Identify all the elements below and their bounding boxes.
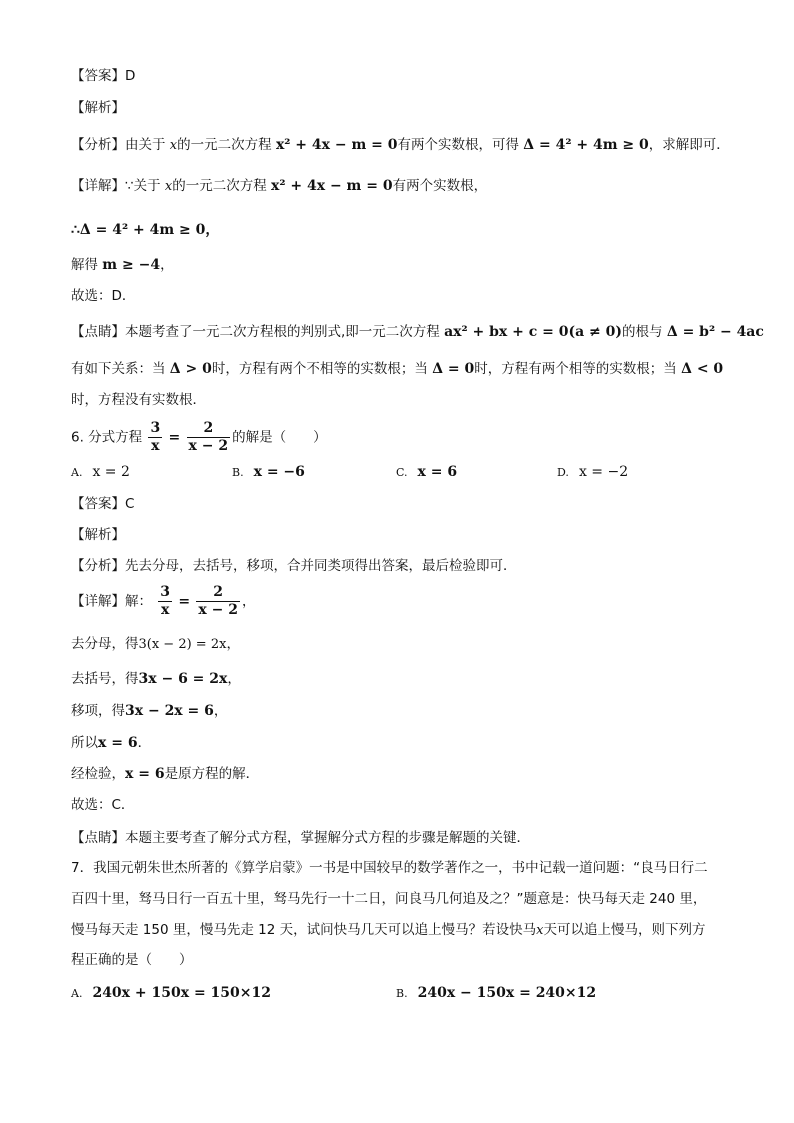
text: 由关于 — [125, 137, 166, 153]
math-delta: Δ = 4² + 4m ≥ 0 — [523, 137, 649, 153]
math-equation: Δ = 0 — [432, 361, 475, 377]
text: ， — [226, 636, 240, 652]
q6-option-a[interactable] — [71, 462, 130, 483]
q6-analysis-tag: 【解析】 — [71, 527, 125, 543]
option-label: B. — [396, 987, 408, 1000]
text: 慢马每天走 150 里，慢马先走 12 天，试问快马几天可以追上慢马？若设快马 — [71, 922, 537, 938]
q5-answer-line — [71, 66, 135, 86]
q6-stem — [71, 420, 327, 455]
text: 去分母，得 — [71, 636, 139, 652]
fraction — [196, 584, 240, 619]
text: ． — [137, 735, 152, 751]
q5-choose: 故选：D． — [71, 288, 136, 304]
text: ∵关于 — [125, 178, 161, 194]
text: 所以 — [71, 735, 98, 751]
text: 的一元二次方程 — [172, 178, 267, 194]
text: 有如下关系：当 — [71, 361, 166, 377]
option-value: x = −6 — [253, 464, 305, 480]
text: ， — [227, 671, 241, 687]
text: 移项，得 — [71, 703, 125, 719]
text: ，求解即可． — [648, 137, 730, 153]
math-equation: x² + 4x − m = 0 — [275, 137, 398, 153]
answer-tag: 【答案】 — [71, 496, 125, 512]
xiangjie-tag: 【详解】 — [71, 178, 125, 194]
fenxi-tag: 【分析】 — [71, 137, 125, 153]
answer-value: D — [125, 68, 136, 84]
math-result: m ≥ −4 — [102, 257, 161, 273]
q7-option-a[interactable] — [71, 983, 271, 1004]
q6-step5 — [71, 764, 259, 784]
text: 本题主要考查了解分式方程，掌握解分式方程的步骤是解题的关键． — [125, 830, 530, 846]
text: 的根与 — [622, 324, 663, 340]
fenxi-tag: 【分析】 — [71, 558, 125, 574]
q6-option-d[interactable] — [557, 462, 628, 483]
q7-stem-line1: 7．我国元朝朱世杰所著的《算学启蒙》一书是中国较早的数学著作之一，书中记载一道问题：“良马日行二 — [71, 860, 708, 876]
text: 去括号，得 — [71, 671, 139, 687]
q6-xiangjie-line — [71, 584, 255, 619]
q7-stem-line2: 百四十里，驽马日行一百五十里，驽马先行一十二日，问良马几何追及之？”题意是：快马每天走 240 里， — [71, 891, 707, 907]
text: ， — [160, 257, 174, 273]
q5-analysis-tag: 【解析】 — [71, 100, 125, 116]
text: 经检验， — [71, 766, 125, 782]
q6-dianjing-line — [71, 828, 530, 848]
option-value: x = 2 — [92, 464, 130, 480]
q7-stem-line3 — [71, 920, 705, 941]
math-equation: x = 6 — [125, 766, 165, 782]
q6-answer-line — [71, 494, 134, 514]
option-value: 240x + 150x = 150×12 — [92, 985, 271, 1001]
denominator: x — [160, 602, 170, 618]
option-label: C. — [396, 466, 408, 479]
text: 时，方程有两个相等的实数根；当 — [474, 361, 677, 377]
math-discriminant: Δ = b² − 4ac — [666, 324, 764, 340]
text: 有两个实数根，可得 — [397, 137, 519, 153]
numerator: 3 — [160, 584, 171, 600]
q6-step2 — [71, 669, 241, 689]
option-label: B. — [232, 466, 244, 479]
q6-step1 — [71, 634, 240, 655]
dianjing-tag: 【点睛】 — [71, 324, 125, 340]
equals-sign: = — [178, 593, 191, 610]
option-label: A. — [71, 466, 83, 479]
option-value: x = 6 — [417, 464, 458, 480]
option-value: x = −2 — [578, 464, 629, 480]
q5-step-solve — [71, 255, 174, 275]
q5-dianjing-line1 — [71, 322, 764, 342]
math-var: x — [164, 179, 173, 194]
q6-fenxi-line — [71, 556, 517, 576]
text: 的一元二次方程 — [177, 137, 272, 153]
numerator: 3 — [150, 420, 161, 436]
text: ， — [241, 593, 256, 610]
q6-step4 — [71, 733, 151, 753]
text: 天可以追上慢马，则下列方 — [543, 922, 706, 938]
equals-sign: = — [168, 429, 181, 446]
q6-step3 — [71, 701, 227, 721]
numerator: 2 — [187, 420, 231, 438]
text: 有两个实数根， — [392, 178, 488, 194]
option-label: D. — [557, 466, 569, 479]
denominator: x — [151, 438, 160, 454]
denominator: x − 2 — [198, 602, 238, 618]
denominator: x − 2 — [188, 438, 229, 454]
math-equation: 3(x − 2) = 2x — [138, 637, 227, 652]
math-inequality: Δ > 0 — [169, 361, 212, 377]
text: 解： — [125, 593, 152, 610]
text: 是原方程的解． — [164, 766, 260, 782]
fraction — [158, 584, 172, 619]
option-label: A. — [71, 987, 83, 1000]
text: 时，方程有两个不相等的实数根；当 — [211, 361, 428, 377]
math-equation: 3x − 6 = 2x — [138, 671, 228, 687]
q5-xiangjie-line — [71, 176, 487, 197]
option-value: 240x − 150x = 240×12 — [417, 985, 597, 1001]
math-equation: x² + 4x − m = 0 — [271, 178, 393, 194]
math-var: x — [169, 138, 178, 153]
text: 解得 — [71, 257, 98, 273]
q7-option-b[interactable] — [396, 983, 596, 1004]
q5-dianjing-line3: 时，方程没有实数根． — [71, 392, 206, 408]
numerator: 2 — [196, 584, 240, 602]
question-number: 6. 分式方程 — [71, 429, 143, 446]
math-equation: 3x − 2x = 6 — [125, 703, 214, 719]
dianjing-tag: 【点睛】 — [71, 830, 125, 846]
text: 的解是（ ） — [232, 429, 327, 446]
q6-option-b[interactable] — [232, 462, 305, 483]
text: 本题考查了一元二次方程根的判别式,即一元二次方程 — [125, 324, 440, 340]
math-inequality: Δ < 0 — [681, 361, 724, 377]
answer-value: C — [125, 496, 135, 512]
fraction — [148, 420, 162, 455]
xiangjie-tag: 【详解】 — [71, 593, 125, 610]
math-equation: ax² + bx + c = 0(a ≠ 0) — [444, 324, 623, 340]
q6-choose: 故选：C． — [71, 797, 135, 813]
fraction — [187, 420, 231, 455]
answer-tag: 【答案】 — [71, 68, 125, 84]
text: 先去分母，去括号，移项，合并同类项得出答案，最后检验即可． — [125, 558, 517, 574]
text: ， — [213, 703, 228, 719]
math-equation: x = 6 — [98, 735, 138, 751]
q5-step-delta: ∴Δ = 4² + 4m ≥ 0， — [71, 222, 220, 238]
q5-fenxi-line — [71, 135, 730, 156]
q6-option-c[interactable] — [396, 462, 457, 483]
q5-dianjing-line2 — [71, 359, 723, 379]
math-var: x — [536, 923, 544, 938]
q7-stem-line4: 程正确的是（ ） — [71, 952, 193, 968]
